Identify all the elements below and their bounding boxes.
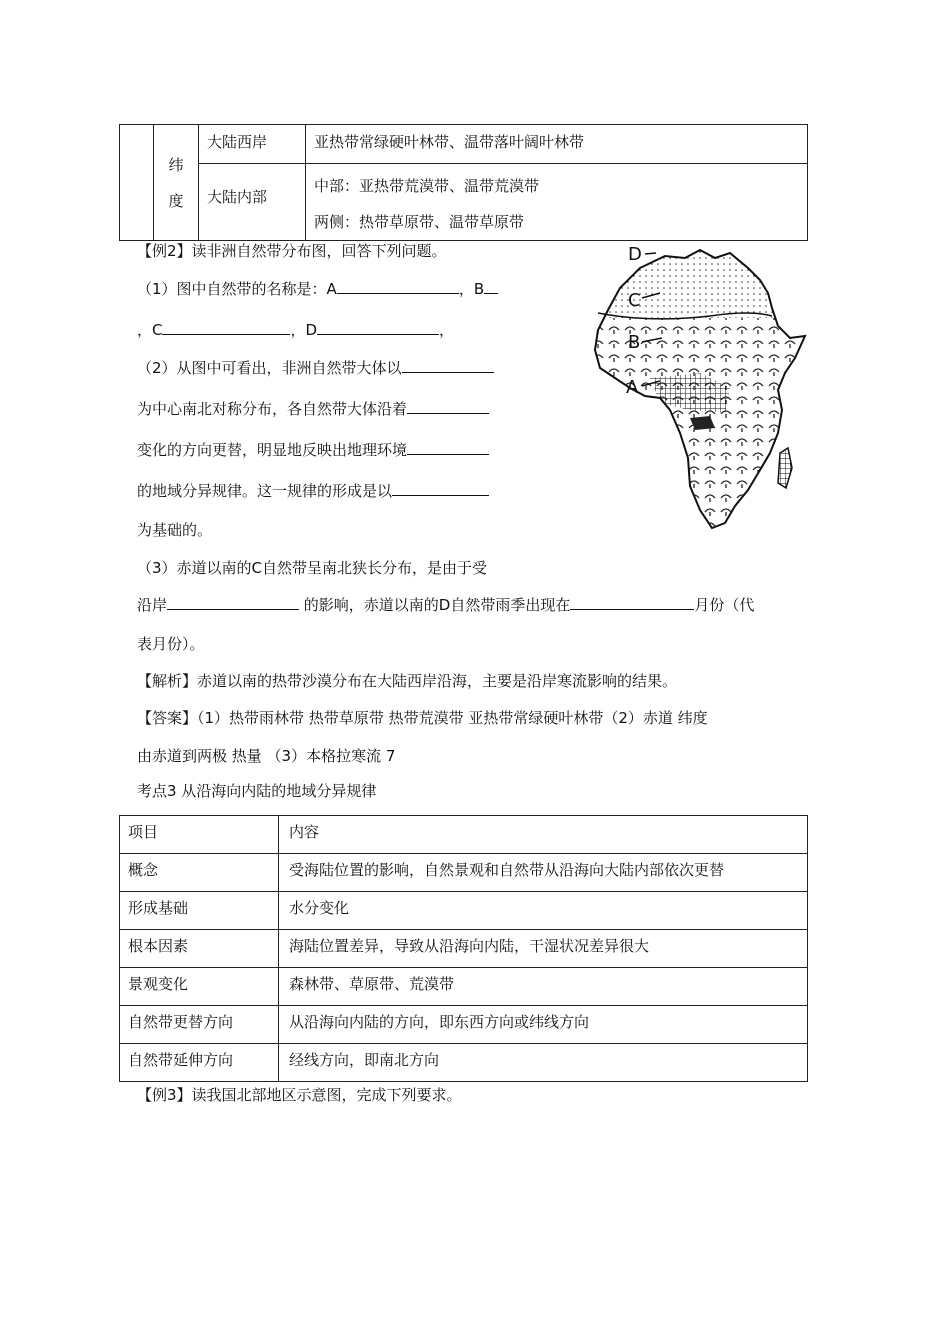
q3-line1: （3）赤道以南的C自然带呈南北狭长分布，是由于受 [137,559,488,577]
q1-line2: ，C ，D ， [137,321,455,339]
blank-c[interactable] [162,320,290,335]
row2-line2: 两侧：热带草原带、温带草原带 [314,213,525,231]
kaodian3-title: 考点3 从沿海向内陆的地域分异规律 [137,782,377,800]
q2-line3: 变化的方向更替，明显地反映出地理环境 [137,439,489,460]
blank-q3-1[interactable] [167,595,299,610]
blank-b[interactable] [484,279,498,294]
africa-natural-zones-map [590,238,815,533]
blank-d[interactable] [317,320,439,335]
blank-q2-1[interactable] [402,358,494,373]
row1-content: 亚热带常绿硬叶林带、温带落叶阔叶林带 [306,125,808,164]
blank-a[interactable] [337,279,459,294]
blank-q2-3[interactable] [407,440,489,455]
example2-title: 【例2】读非洲自然带分布图，回答下列问题。 [137,242,447,260]
header-content: 内容 [279,816,808,854]
q3-line2: 沿岸 的影响，赤道以南的D自然带雨季出现在 月份（代 [137,596,755,614]
row1-label: 大陆西岸 [199,125,306,164]
coastal-inland-table [119,815,808,1082]
example3-title: 【例3】读我国北部地区示意图，完成下列要求。 [137,1086,462,1104]
answer-line1: 【答案】（1）热带雨林带 热带草原带 热带荒漠带 亚热带常绿硬叶林带（2）赤道 纬度 [137,709,708,727]
row2-label: 大陆内部 [199,164,306,241]
map-label-c: C [628,290,641,311]
table-row: 景观变化 森林带、草原带、荒漠带 [120,968,808,1006]
map-label-d: D [628,244,642,265]
header-item: 项目 [120,816,279,854]
table-row: 概念 受海陆位置的影响，自然景观和自然带从沿海向大陆内部依次更替 [120,854,808,892]
group-cell [154,125,199,241]
map-label-a: A [626,377,639,398]
blank-q3-2[interactable] [570,595,694,610]
blank-q2-2[interactable] [407,399,489,414]
q1-line1: （1）图中自然带的名称是：A ，B [137,278,498,299]
row2-line1: 中部：亚热带荒漠带、温带荒漠带 [314,177,540,195]
table-row: 形成基础 水分变化 [120,892,808,930]
q3-line3: 表月份）。 [137,635,205,653]
group-char-1: 纬 [168,155,184,174]
q2-line4: 的地域分异规律。这一规律的形成是以 [137,480,489,501]
group-char-2: 度 [168,191,184,210]
q2-line2: 为中心南北对称分布，各自然带大体沿着 [137,398,489,419]
latitude-zone-table [119,124,808,241]
q2-line1: （2）从图中可看出，非洲自然带大体以 [137,357,494,378]
blank-q2-4[interactable] [392,481,489,496]
table-row: 自然带更替方向 从沿海向内陆的方向，即东西方向或纬线方向 [120,1006,808,1044]
answer-line2: 由赤道到两极 热量 （3）本格拉寒流 7 [137,747,396,765]
q2-line5: 为基础的。 [137,521,213,539]
table-row: 自然带延伸方向 经线方向，即南北方向 [120,1044,808,1082]
map-label-b: B [628,332,641,353]
table-margin-cell [120,125,154,241]
row2-content [306,164,808,241]
analysis: 【解析】赤道以南的热带沙漠分布在大陆西岸沿海，主要是沿岸寒流影响的结果。 [137,672,678,690]
table-row: 根本因素 海陆位置差异，导致从沿海向内陆，干湿状况差异很大 [120,930,808,968]
